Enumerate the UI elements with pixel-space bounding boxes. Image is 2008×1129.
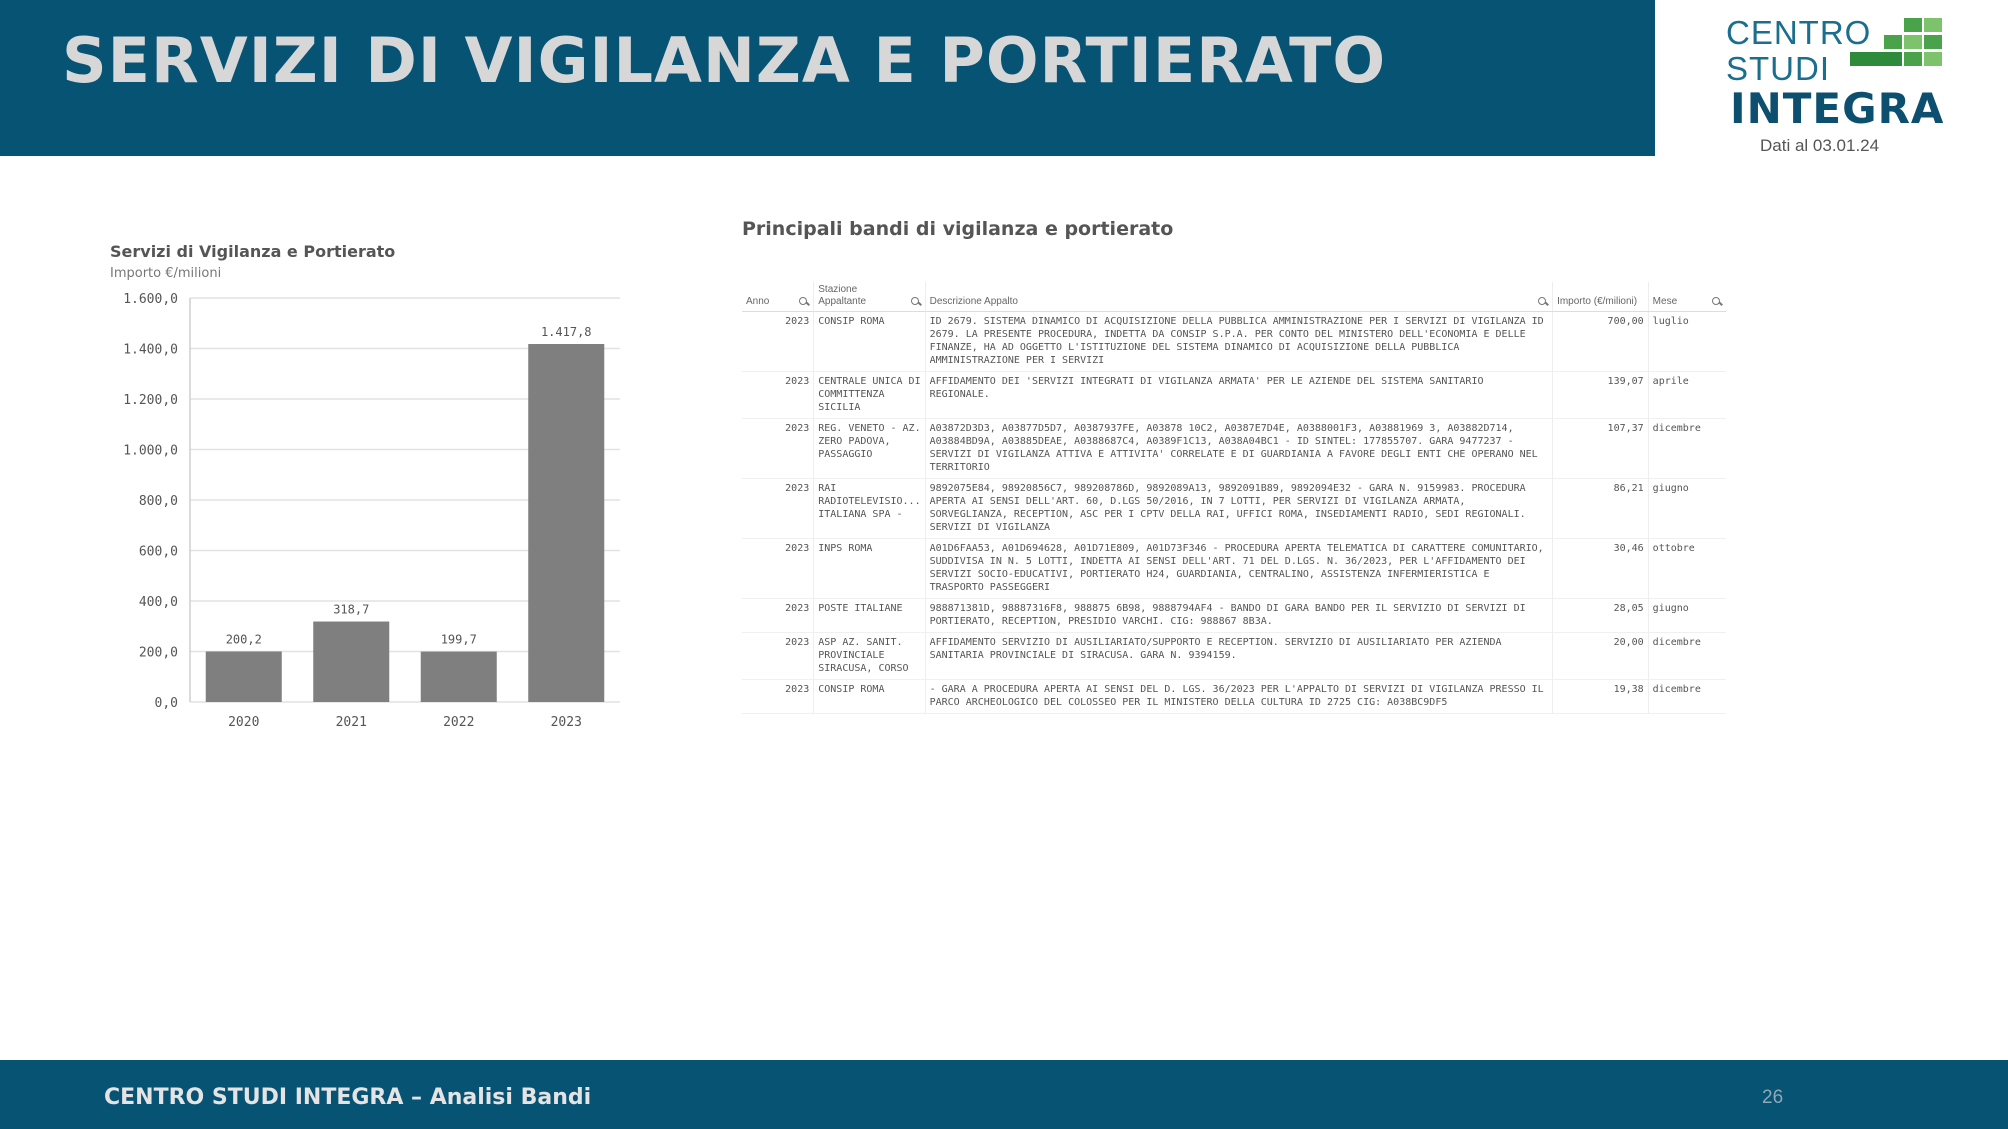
y-tick-label: 1.600,0 — [123, 292, 178, 307]
column-header-label: Anno — [746, 296, 770, 307]
cell-mese: dicembre — [1648, 419, 1726, 479]
cell-importo: 139,07 — [1553, 372, 1649, 419]
search-icon[interactable] — [911, 297, 921, 307]
bar-chart — [100, 286, 640, 742]
cell-anno: 2023 — [742, 539, 814, 599]
data-label: 318,7 — [333, 602, 370, 617]
centro-studi-integra-logo — [1726, 14, 1946, 133]
cell-anno: 2023 — [742, 680, 814, 714]
cell-stazione: REG. VENETO - AZ. ZERO PADOVA, PASSAGGIO — [814, 419, 925, 479]
y-tick-label: 200,0 — [138, 645, 178, 661]
cell-mese: aprile — [1648, 372, 1726, 419]
bar — [313, 622, 389, 702]
cell-stazione: CENTRALE UNICA DI COMMITTENZA SICILIA — [814, 372, 925, 419]
logo-text-line1: CENTRO — [1726, 14, 1872, 51]
column-header-label: Mese — [1652, 296, 1678, 307]
y-tick-label: 1.000,0 — [123, 443, 178, 459]
chart-subtitle: Importo €/milioni — [110, 266, 222, 281]
cell-descrizione: AFFIDAMENTO SERVIZIO DI AUSILIARIATO/SUPPORTO E RECEPTION. SERVIZIO DI AUSILIARIATO PER AZIENDA SANITARIA PROVINCIALE DI SIRACUSA. GARA N. 9394159. — [925, 633, 1552, 680]
cell-stazione: ASP AZ. SANIT. PROVINCIALE SIRACUSA, CORSO — [814, 633, 925, 680]
cell-importo: 86,21 — [1553, 479, 1649, 539]
cell-importo: 19,38 — [1553, 680, 1649, 714]
search-icon[interactable] — [1538, 297, 1548, 307]
cell-anno: 2023 — [742, 372, 814, 419]
search-icon[interactable] — [799, 297, 809, 307]
table-row[interactable] — [742, 419, 1726, 479]
chart-title: Servizi di Vigilanza e Portierato — [110, 242, 396, 261]
cell-descrizione: AFFIDAMENTO DEI 'SERVIZI INTEGRATI DI VIGILANZA ARMATA' PER LE AZIENDE DEL SISTEMA SANITARIO REGIONALE. — [925, 372, 1552, 419]
table-title: Principali bandi di vigilanza e portierato — [742, 218, 1174, 240]
cell-descrizione: A01D6FAA53, A01D694628, A01D71E809, A01D73F346 - PROCEDURA APERTA TELEMATICA DI CARATTERE COMUNITARIO, SUDDIVISA IN N. 5 LOTTI, INDETTA AI SENSI DELL'ART. 71 DEL D.LGS. N. 36/2023, PER L'AFFIDAMENTO DEI SERVIZI SOCIO-EDUCATIVI, PORTIERATO H24, GUARDIANIA, CENTRALINO, ASSISTENZA INFERMIERISTICA E TRASPORTO PASSEGGERI — [925, 539, 1552, 599]
page-title: SERVIZI DI VIGILANZA E PORTIERATO — [62, 24, 1387, 97]
cell-descrizione: ID 2679. SISTEMA DINAMICO DI ACQUISIZIONE DELLA PUBBLICA AMMINISTRAZIONE PER I SERVIZI DI VIGILANZA ID 2679. LA PRESENTE PROCEDURA, INDETTA DA CONSIP S.P.A. PER CONTO DEL MINISTERO DELL'ECONOMIA E DELLE FINANZE, HA AD OGGETTO L'ISTITUZIONE DEL SISTEMA DINAMICO DI ACQUISIZIONE DELLA PUBBLICA AMMINISTRAZIONE PER I SERVIZI — [925, 312, 1552, 372]
cell-anno: 2023 — [742, 479, 814, 539]
cell-mese: dicembre — [1648, 680, 1726, 714]
column-header-mese[interactable] — [1648, 282, 1726, 312]
data-label: 1.417,8 — [540, 325, 592, 340]
cell-anno: 2023 — [742, 312, 814, 372]
cell-importo: 107,37 — [1553, 419, 1649, 479]
logo-text-line3: INTEGRA — [1730, 84, 1945, 133]
column-header-importo[interactable] — [1553, 282, 1649, 312]
bar — [206, 651, 282, 702]
cell-stazione: POSTE ITALIANE — [814, 599, 925, 633]
column-header-anno[interactable] — [742, 282, 814, 312]
cell-mese: giugno — [1648, 599, 1726, 633]
y-tick-label: 0,0 — [154, 696, 178, 711]
table-body — [742, 312, 1726, 714]
data-label: 199,7 — [440, 632, 477, 647]
x-tick-label: 2021 — [335, 715, 367, 730]
cell-descrizione: 9892075E84, 98920856C7, 989208786D, 9892089A13, 9892091B89, 9892094E32 - GARA N. 9159983. PROCEDURA APERTA AI SENSI DELL'ART. 60, D.LGS 50/2016, IN 7 LOTTI, PER SERVIZI DI VIGILANZA ARMATA, SORVEGLIANZA, RECEPTION, ASC PER I CPTV DELLA RAI, UFFICI ROMA, INSEDIAMENTI RADIO, SEDI REGIONALI. SERVIZI DI VIGILANZA — [925, 479, 1552, 539]
search-icon[interactable] — [1712, 297, 1722, 307]
cell-importo: 30,46 — [1553, 539, 1649, 599]
y-tick-label: 1.400,0 — [123, 342, 178, 358]
cell-anno: 2023 — [742, 419, 814, 479]
data-date: Dati al 03.01.24 — [1760, 136, 1880, 155]
table-header-row — [742, 282, 1726, 312]
table-row[interactable] — [742, 599, 1726, 633]
cell-mese: giugno — [1648, 479, 1726, 539]
cell-anno: 2023 — [742, 599, 814, 633]
data-label: 200,2 — [225, 632, 262, 647]
bar — [528, 344, 604, 702]
table-row[interactable] — [742, 633, 1726, 680]
table-row[interactable] — [742, 479, 1726, 539]
x-tick-label: 2023 — [550, 715, 582, 730]
x-tick-label: 2022 — [443, 715, 475, 730]
table-row[interactable] — [742, 312, 1726, 372]
cell-stazione: CONSIP ROMA — [814, 312, 925, 372]
column-header-label: Stazione Appaltante — [818, 284, 867, 307]
cell-stazione: CONSIP ROMA — [814, 680, 925, 714]
bandi-table — [742, 282, 1726, 714]
column-header-label: Descrizione Appalto — [929, 296, 1018, 307]
cell-descrizione: - GARA A PROCEDURA APERTA AI SENSI DEL D. LGS. 36/2023 PER L'APPALTO DI SERVIZI DI VIGILANZA PRESSO IL PARCO ARCHEOLOGICO DEL COLOSSEO PER IL MINISTERO DELLA CULTURA ID 2725 CIG: A038BC9DF5 — [925, 680, 1552, 714]
logo-text-line2: STUDI — [1726, 50, 1830, 87]
cell-descrizione: A03872D3D3, A03877D5D7, A0387937FE, A03878 10C2, A0387E7D4E, A0388001F3, A03881969 3, A03882D714, A03884BD9A, A03885DEAE, A0388687C4, A0389F1C13, A038A04BC1 - ID SINTEL: 177855707. GARA 9477237 - SERVIZI DI VIGILANZA ATTIVA E ATTIVITA' CORRELATE E DI GUARDIANIA A FAVORE DEGLI ENTI CHE OPERANO NEL TERRITORIO — [925, 419, 1552, 479]
cell-stazione: INPS ROMA — [814, 539, 925, 599]
table-row[interactable] — [742, 372, 1726, 419]
bar — [421, 652, 497, 702]
column-header-label: Importo (€/milioni) — [1557, 296, 1638, 307]
cell-mese: ottobre — [1648, 539, 1726, 599]
y-tick-label: 1.200,0 — [123, 393, 178, 408]
y-tick-label: 600,0 — [138, 544, 178, 560]
cell-importo: 28,05 — [1553, 599, 1649, 633]
cell-descrizione: 988871381D, 98887316F8, 988875 6B98, 9888794AF4 - BANDO DI GARA BANDO PER IL SERVIZIO DI SERVIZI DI PORTIERATO, RECEPTION, PRESIDIO VARCHI. CIG: 988867 8B3A. — [925, 599, 1552, 633]
table-row[interactable] — [742, 539, 1726, 599]
page-number: 26 — [1762, 1087, 1784, 1108]
x-tick-label: 2020 — [228, 715, 260, 730]
y-tick-label: 400,0 — [138, 595, 178, 610]
cell-anno: 2023 — [742, 633, 814, 680]
cell-mese: dicembre — [1648, 633, 1726, 680]
footer-text: CENTRO STUDI INTEGRA – Analisi Bandi — [104, 1085, 592, 1110]
cell-stazione: RAI RADIOTELEVISIO... ITALIANA SPA - — [814, 479, 925, 539]
y-tick-label: 800,0 — [138, 494, 178, 509]
table-row[interactable] — [742, 680, 1726, 714]
column-header-descrizione[interactable] — [925, 282, 1552, 312]
cell-importo: 700,00 — [1553, 312, 1649, 372]
column-header-stazione[interactable] — [814, 282, 925, 312]
cell-importo: 20,00 — [1553, 633, 1649, 680]
cell-mese: luglio — [1648, 312, 1726, 372]
logo-blocks-icon — [1850, 18, 1946, 84]
